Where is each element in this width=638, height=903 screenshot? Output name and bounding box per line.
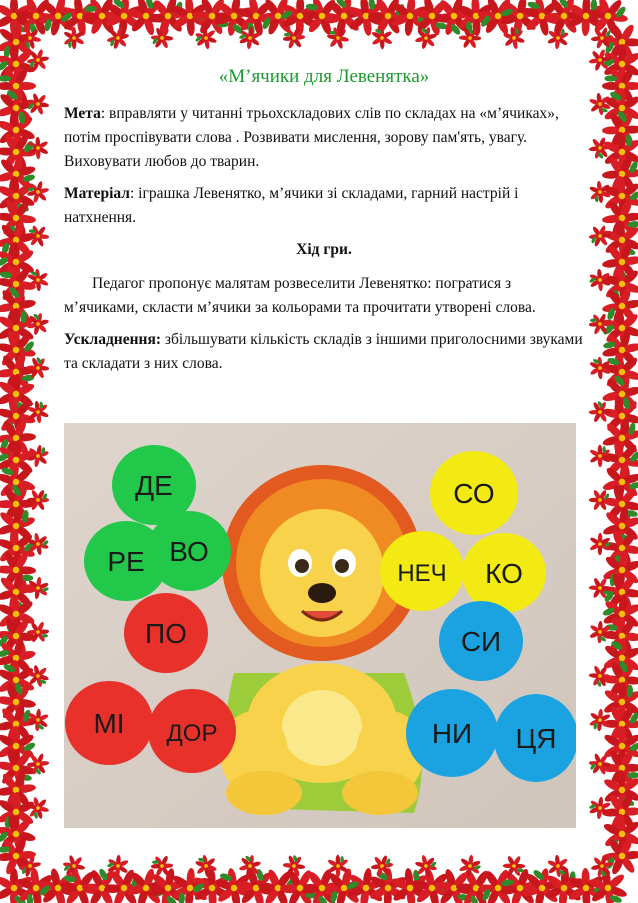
material-paragraph bbox=[64, 182, 584, 230]
course-heading: Хід гри. bbox=[296, 241, 352, 258]
complication-label: Ускладнення: bbox=[64, 331, 162, 348]
material-text: : іграшка Левенятко, м’ячики зі складами, гарний настрій і натхнення. bbox=[64, 185, 519, 226]
ball-syllable: НИ bbox=[431, 718, 473, 749]
ball-syllable: ВО bbox=[169, 536, 209, 567]
goal-label: Мета bbox=[64, 105, 101, 122]
syllable-ball bbox=[494, 694, 576, 782]
ball-syllable: НЕЧ bbox=[397, 560, 447, 587]
syllable-ball bbox=[406, 689, 498, 777]
ball-syllable: СО bbox=[453, 478, 495, 509]
complication-paragraph bbox=[64, 328, 584, 376]
ball-syllable: ПО bbox=[145, 618, 187, 649]
syllable-ball bbox=[124, 593, 208, 673]
material-label: Матеріал bbox=[64, 185, 130, 202]
page-title: «М’ячики для Левенятка» bbox=[218, 66, 430, 87]
syllable-ball bbox=[65, 681, 153, 765]
syllable-ball bbox=[439, 601, 523, 681]
ball-syllable: СИ bbox=[460, 626, 502, 657]
course-paragraph: Педагог пропонує малятам розвеселити Левенятко: погратися з м’ячиками, скласти м’ячики за кольорами та прочитати утворені слова. bbox=[64, 275, 536, 316]
ball-syllable: КО bbox=[485, 558, 523, 589]
ball-syllable: МІ bbox=[93, 708, 125, 739]
game-photo bbox=[64, 423, 576, 828]
goal-paragraph bbox=[64, 102, 584, 174]
syllable-ball bbox=[148, 689, 236, 773]
document-body bbox=[64, 60, 584, 384]
goal-text: : вправляти у читанні трьохскладових слів по складах на «м’ячиках», потім проспівувати слова . Розвивати мислення, зорову пам'ять, увагу. Виховувати любов до тварин. bbox=[64, 105, 559, 170]
ball-syllable: РЕ bbox=[107, 546, 145, 577]
syllable-ball bbox=[430, 451, 518, 535]
complication-text: збільшувати кількість складів з іншими приголосними звуками та складати з них слова. bbox=[64, 331, 583, 372]
ball-syllable: ДЕ bbox=[135, 470, 173, 501]
ball-syllable: ДОР bbox=[166, 720, 218, 747]
syllable-ball bbox=[147, 511, 231, 591]
syllable-ball bbox=[380, 531, 464, 611]
ball-syllable: ЦЯ bbox=[515, 723, 557, 754]
syllable-ball bbox=[462, 533, 546, 613]
